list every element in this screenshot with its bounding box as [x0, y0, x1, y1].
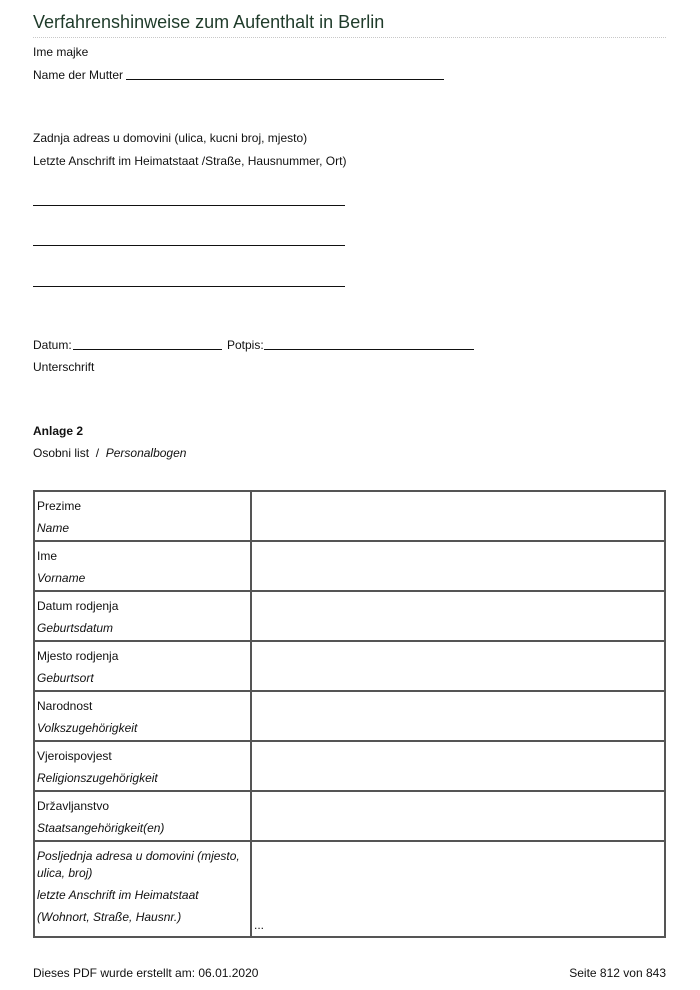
mother-label-hr: Ime majke [33, 45, 89, 59]
row-value-cell[interactable] [251, 491, 665, 541]
annex-subtitle-hr: Osobni list [33, 446, 90, 460]
row-value-cell[interactable] [251, 641, 665, 691]
title-divider [33, 37, 666, 38]
address-line-1[interactable] [33, 195, 345, 206]
potpis-line[interactable] [264, 337, 474, 350]
table-row [34, 591, 665, 641]
footer-created: Dieses PDF wurde erstellt am: 06.01.2020 [33, 966, 259, 980]
row-label-de: Religionszugehörigkeit [37, 771, 158, 785]
row-label-de: Name [37, 521, 70, 535]
row-label-cell [34, 491, 251, 541]
row-label-hr: Mjesto rodjenja [37, 649, 119, 663]
row-value-cell[interactable] [251, 591, 665, 641]
row-label-hr: Prezime [37, 499, 82, 513]
table-row [34, 491, 665, 541]
potpis-label: Potpis: [227, 338, 264, 352]
address-value-dots: ... [254, 918, 265, 932]
address-cell-line4: (Wohnort, Straße, Hausnr.) [37, 910, 182, 924]
row-label-hr: Državljanstvo [37, 799, 110, 813]
personal-data-table [33, 490, 666, 938]
row-label-cell [34, 741, 251, 791]
mother-label-de: Name der Mutter [33, 68, 124, 82]
row-value-cell[interactable] [251, 541, 665, 591]
table-row-address [34, 841, 665, 937]
row-label-de: Geburtsdatum [37, 621, 114, 635]
table-row [34, 741, 665, 791]
row-label-cell [34, 541, 251, 591]
row-label-hr: Narodnost [37, 699, 93, 713]
row-value-cell[interactable] [251, 741, 665, 791]
address-line-3[interactable] [33, 276, 345, 287]
row-label-cell [34, 791, 251, 841]
address-cell-line1: Posljednja adresa u domovini (mjesto, [37, 849, 240, 863]
row-label-hr: Ime [37, 549, 58, 563]
row-label-hr: Vjeroispovjest [37, 749, 112, 763]
table-row [34, 691, 665, 741]
datum-label: Datum: [33, 338, 72, 352]
row-label-cell [34, 591, 251, 641]
annex-subtitle [33, 446, 186, 460]
address-label-de: Letzte Anschrift im Heimatstaat /Straße, Hausnummer, Ort) [33, 154, 347, 168]
annex-heading: Anlage 2 [33, 424, 84, 438]
address-cell-line2: ulica, broj) [37, 866, 93, 880]
row-label-de: Staatsangehörigkeit(en) [37, 821, 165, 835]
table-row [34, 541, 665, 591]
row-label-de: Vorname [37, 571, 86, 585]
annex-subtitle-de: Personalbogen [105, 446, 187, 460]
table-row [34, 641, 665, 691]
address-label-hr: Zadnja adreas u domovini (ulica, kucni broj, mjesto) [33, 131, 308, 145]
row-label-cell [34, 691, 251, 741]
unterschrift-label: Unterschrift [33, 360, 95, 374]
row-value-cell[interactable] [251, 691, 665, 741]
row-label-hr: Datum rodjenja [37, 599, 119, 613]
page-title: Verfahrenshinweise zum Aufenthalt in Berlin [33, 12, 385, 32]
footer-page-number: Seite 812 von 843 [569, 966, 666, 980]
row-label-cell [34, 641, 251, 691]
table-row [34, 791, 665, 841]
datum-line[interactable] [73, 337, 222, 350]
address-cell-line3: letzte Anschrift im Heimatstaat [37, 888, 199, 902]
mother-name-line[interactable] [126, 67, 444, 80]
address-line-2[interactable] [33, 235, 345, 246]
annex-separator: / [95, 446, 100, 460]
row-value-cell[interactable] [251, 791, 665, 841]
row-label-de: Geburtsort [37, 671, 94, 685]
address-label-cell [34, 841, 251, 937]
row-label-de: Volkszugehörigkeit [37, 721, 138, 735]
address-value-cell[interactable] [251, 841, 665, 937]
